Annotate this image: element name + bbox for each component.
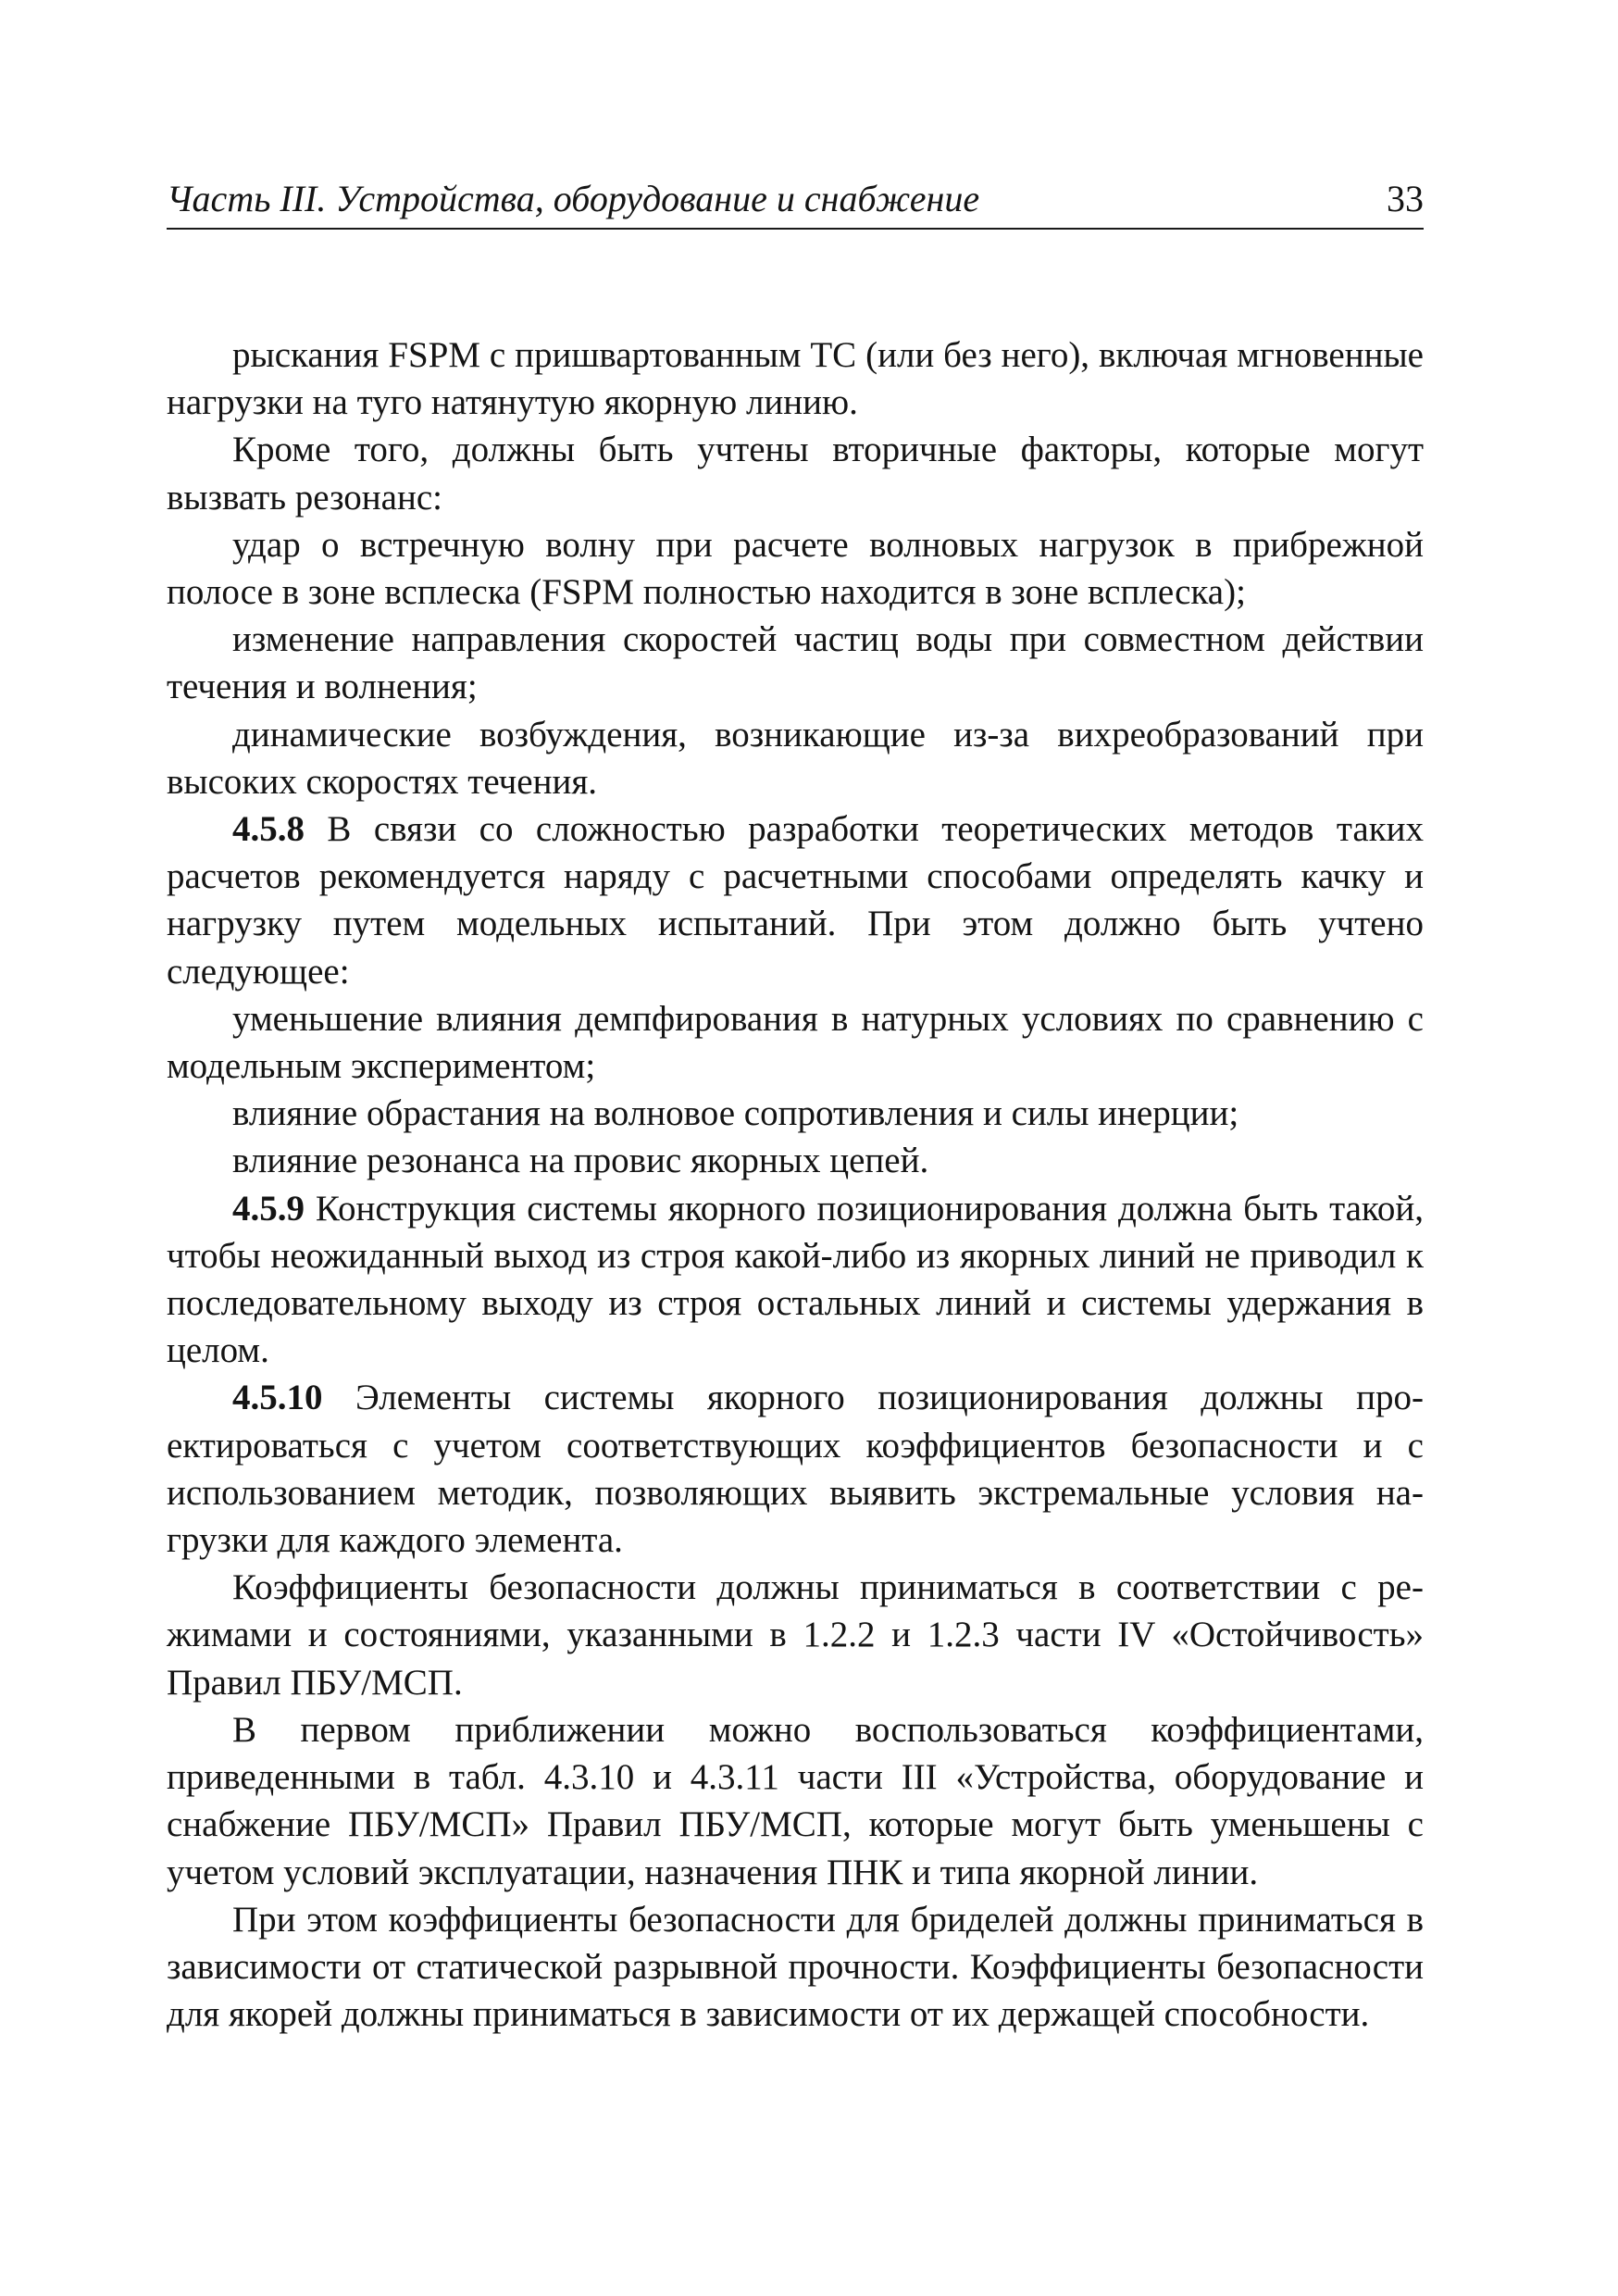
paragraph: [167, 1185, 1424, 1375]
paragraph-text: уменьшение влияния демпфирования в натурных условиях по сравнению с модельным экспериментом;: [167, 998, 1424, 1087]
paragraph: [167, 1706, 1424, 1896]
paragraph-text: Конструкция системы якорного позиционирования должна быть такой, чтобы неожиданный выход из строя какой-либо из якорных линий не приводил к последовательному выходу из строя остальных линий и системы удержания в целом.: [167, 1188, 1424, 1371]
header-title: Часть III. Устройства, оборудование и снабжение: [167, 178, 980, 219]
paragraph-text: Коэффициенты безопасности должны приниматься в соответствии с режимами и состояниями, указанными в 1.2.2 и 1.2.3 части IV «Остойчивость» Правил ПБУ/МСП.: [167, 1567, 1424, 1703]
paragraph: [167, 995, 1424, 1090]
paragraph: [167, 1137, 1424, 1184]
paragraph-text: В первом приближении можно воспользоваться коэффициентами, приведенными в табл. 4.3.10 и 4.3.11 части III «Устройства, оборудование и снабжение ПБУ/МСП» Правил ПБУ/МСП, которые могут быть уменьшены с учетом условий эксплуатации, назначения ПНК и типа якорной линии.: [167, 1709, 1424, 1892]
paragraph-text: влияние резонанса на провис якорных цепей.: [232, 1141, 929, 1181]
paragraph-text: Кроме того, должны быть учтены вторичные факторы, которые могут вызвать резонанс:: [167, 430, 1424, 518]
paragraph-text: влияние обрастания на волновое сопротивления и силы инерции;: [232, 1093, 1239, 1134]
paragraph-text: удар о встречную волну при расчете волновых нагрузок в прибрежной полосе в зоне всплеска (FSPM полностью находится в зоне всплеска);: [167, 524, 1424, 613]
section-number: 4.5.9: [232, 1188, 305, 1229]
paragraph: [167, 521, 1424, 616]
paragraph: [167, 616, 1424, 710]
paragraph: [167, 1090, 1424, 1137]
paragraph-text: При этом коэффициенты безопасности для бриделей должны приниматься в зависимости от статической разрывной прочности. Коэффициенты безопасности для якорей должны приниматься в зависимости от их держащей способности.: [167, 1899, 1424, 2035]
paragraph-text: рыскания FSPM с пришвартованным ТС (или без него), включая мгновенные нагрузки на туго натянутую якорную линию.: [167, 335, 1424, 423]
body-text: [167, 331, 1424, 2038]
paragraph: [167, 331, 1424, 426]
paragraph: [167, 426, 1424, 520]
running-header: [167, 176, 1424, 230]
section-number: 4.5.10: [232, 1378, 323, 1418]
paragraph-text: В связи со сложностью разработки теоретических методов таких расчетов рекомендуется наряду с расчетными способами определять качку и нагрузку путем модельных испытаний. При этом должно быть учтено следующее:: [167, 809, 1425, 992]
paragraph-text: Элементы системы якорного позиционирования должны проектироваться с учетом соответствующих коэффициентов безопасности и с использованием методик, позволяющих выявить экстремальные условия нагрузки для каждого элемента.: [167, 1378, 1424, 1561]
paragraph: [167, 711, 1424, 805]
paragraph: [167, 805, 1424, 995]
paragraph: [167, 1896, 1424, 2039]
paragraph-text: изменение направления скоростей частиц воды при совместном действии течения и волнения;: [167, 619, 1424, 707]
paragraph: [167, 1564, 1424, 1706]
paragraph-text: динамические возбуждения, возникающие из-за вихреобразований при высоких скоростях течения.: [167, 714, 1424, 802]
section-number: 4.5.8: [232, 809, 305, 850]
paragraph: [167, 1374, 1424, 1564]
page-number: 33: [1387, 178, 1424, 219]
